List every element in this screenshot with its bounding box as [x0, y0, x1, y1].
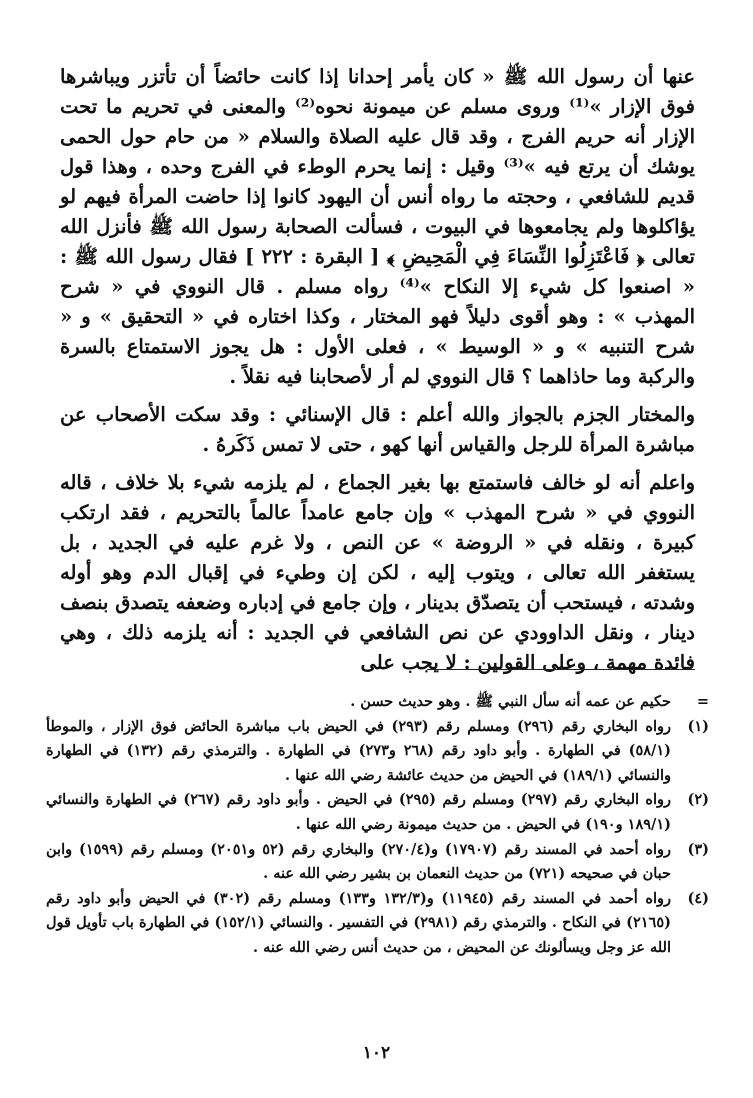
footnote-text: رواه البخاري رقم (٢٩٦) ومسلم رقم (٢٩٣) في الحيض باب مباشرة الحائض فوق الإزار ، والموطأ (٥٨/١) في الطهارة . وأبو داود رقم (٢٦٨ و٢٧٣) في الطهارة . والترمذي رقم (١٣٢) في الطهارة والنسائي (١٨٩/١) في الحيض من حديث عائشة رضي الله عنها .	[46, 717, 671, 784]
footnote-number: (٤)	[687, 889, 709, 907]
footnote-number: (٣)	[687, 840, 709, 858]
main-text	[60, 62, 695, 678]
footnote-divider	[427, 669, 695, 670]
footnote-marker: =	[696, 693, 709, 710]
paragraph-3: واعلم أنه لو خالف فاستمتع بها بغير الجماع ، لم يلزمه شيء بلا خلاف ، قاله النووي في « شرح المهذب » وإن جامع عامداً عالماً بالتحريم ، فقد ارتكب كبيرة ، ونقله في « الروضة » عن النص ، ولا غرم عليه في الجديد ، بل يستغفر الله تعالى ، ويتوب إليه ، لكن إن وطيء في إقبال الدم وهو أوله وشدته ، فيستحب أن يتصدّق بدينار ، وإن جامع في إدباره وضعفه يتصدق بنصف دينار ، ونقل الداوودي عن نص الشافعي في الجديد : أنه يلزمه ذلك ، وهي فائدة مهمة ، وعلى القولين : لا يجب على	[60, 471, 695, 674]
page-number: ١٠٢	[362, 1043, 391, 1063]
footnote-number: (١)	[687, 717, 709, 735]
paragraph-2: والمختار الجزم بالجواز والله أعلم : قال الإسنائي : وقد سكت الأصحاب عن مباشرة المرأة للرجل والقياس أنها كهو ، حتى لا تمس ذَكَرهُ .	[60, 403, 695, 456]
footnote-2	[46, 788, 709, 837]
footnote-text: رواه البخاري رقم (٢٩٧) ومسلم رقم (٢٩٥) في الحيض . وأبو داود رقم (٢٦٧) في الطهارة والنسائي (١٨٩/١ و١٩٠) في الحيض . من حديث ميمونة رضي الله عنها .	[46, 791, 671, 833]
footnote-3	[46, 838, 709, 887]
footnote-text: حكيم عن عمه أنه سأل النبي ﷺ . وهو حديث حسن .	[350, 693, 671, 710]
paragraph-1: عنها أن رسول الله ﷺ « كان يأمر إحدانا إذا كانت حائضاً أن تأتزر ويباشرها فوق الإزار »⁽¹⁾ وروى مسلم عن ميمونة نحوه⁽²⁾ والمعنى في تحريم ما تحت الإزار أنه حريم الفرج ، وقد قال عليه الصلاة والسلام « من حام حول الحمى يوشك أن يرتع فيه »⁽³⁾ وقيل : إنما يحرم الوطء في الفرج وحده ، وهذا قول قديم للشافعي ، وحجته ما رواه أنس أن اليهود كانوا إذا حاضت المرأة فيهم لو يؤاكلوها ولم يجامعوها في البيوت ، فسألت الصحابة رسول الله ﷺ فأنزل الله تعالى ﴿ فَاعْتَزِلُوا النِّسَاءَ فِي الْمَحِيضِ ﴾ [ البقرة : ٢٢٢ ] فقال رسول الله ﷺ : « اصنعوا كل شيء إلا النكاح »⁽⁴⁾ رواه مسلم . قال النووي في « شرح المهذب » : وهو أقوى دليلاً فهو المختار ، وكذا اختاره في « التحقيق » و « شرح التنبيه » و « الوسيط » ، فعلى الأول : هل يجوز الاستمتاع بالسرة والركبة وما حاذاهما ؟ قال النووي لم أر لأصحابنا فيه نقلاً .	[60, 65, 696, 388]
footnote-1	[46, 715, 709, 789]
footnote-4	[46, 887, 709, 961]
footnote-text: رواه أحمد في المسند رقم (١١٩٤٥) و(١٣٢/٣ و١٣٣) ومسلم رقم (٣٠٢) في الحيض وأبو داود رقم (٢١٦٥) في النكاح . والترمذي رقم (٢٩٨١) في التفسير . والنسائي (١٥٢/١) في الطهارة باب تأويل قول الله عز وجل ويسألونك عن المحيض ، من حديث أنس رضي الله عنه .	[46, 889, 672, 956]
footnote-continuation	[46, 690, 709, 715]
footnotes	[46, 690, 709, 961]
footnote-text: رواه أحمد في المسند رقم (١٧٩٠٧) و(٢٧٠/٤) والبخاري رقم (٥٢ و٢٠٥١) ومسلم رقم (١٥٩٩) وابن حبان في صحيحه (٧٢١) من حديث النعمان بن بشير رضي الله عنه .	[46, 840, 671, 883]
footnote-number: (٢)	[687, 791, 709, 809]
